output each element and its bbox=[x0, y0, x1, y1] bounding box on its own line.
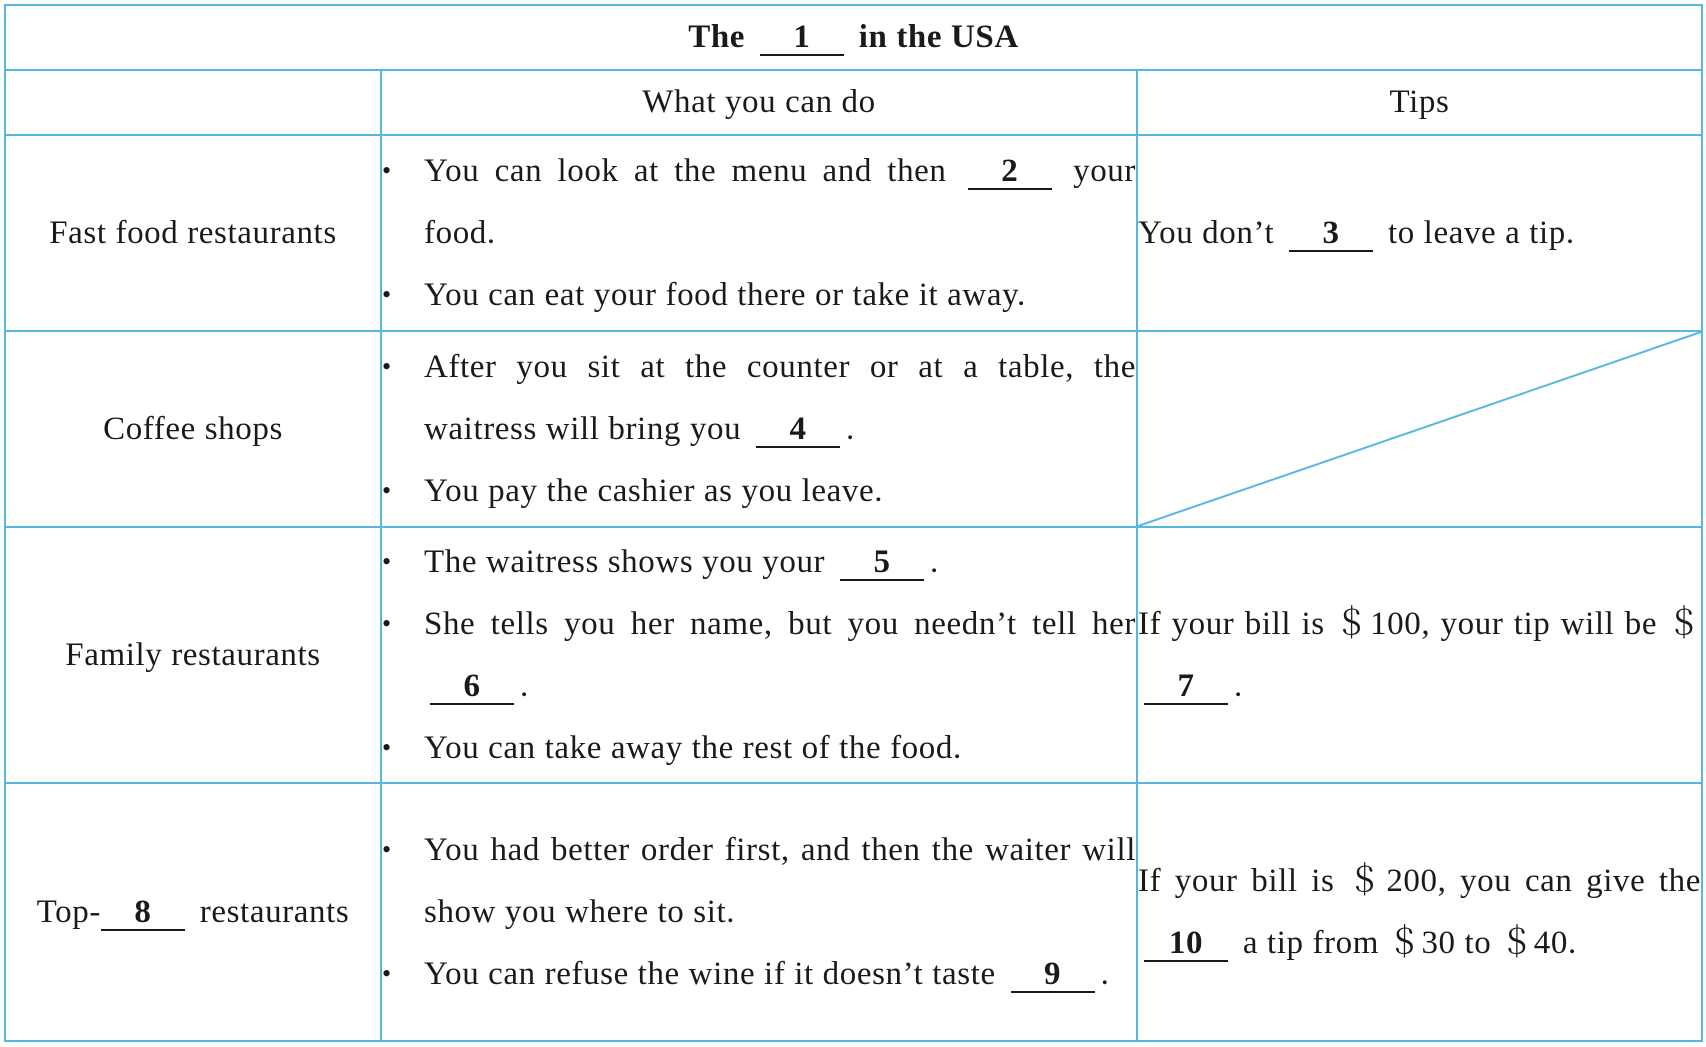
list-item bbox=[382, 593, 1136, 717]
blank-9: 9 bbox=[1011, 957, 1095, 993]
bullet-text: your food. bbox=[424, 153, 1136, 251]
blank-7: 7 bbox=[1144, 669, 1228, 705]
row-do-coffee-shops bbox=[381, 331, 1137, 527]
tip-text: to leave a tip. bbox=[1387, 215, 1575, 251]
list-item bbox=[382, 336, 1136, 460]
row-tip-fast-food bbox=[1137, 135, 1702, 331]
bullet-text: After you sit at the counter or at a table, the waitress will bring you bbox=[424, 349, 1136, 447]
bullet-text: You pay the cashier as you leave. bbox=[424, 473, 884, 509]
row-tip-top bbox=[1137, 783, 1702, 1041]
type-text: Top- bbox=[36, 893, 101, 930]
blank-4: 4 bbox=[756, 412, 840, 448]
bullet-text: She tells you her name, but you needn’t tell her bbox=[424, 606, 1136, 642]
bullet-text: The waitress shows you your bbox=[424, 544, 826, 580]
bullet-text: You can refuse the wine if it doesn’t taste bbox=[424, 956, 996, 992]
table-row bbox=[5, 527, 1702, 783]
bullet-text: You can look at the menu and then bbox=[424, 153, 947, 189]
tip-text: You don’t bbox=[1138, 215, 1275, 251]
row-do-fast-food bbox=[381, 135, 1137, 331]
list-item bbox=[382, 943, 1136, 1005]
table-title bbox=[5, 5, 1702, 70]
table-row bbox=[5, 783, 1702, 1041]
list-item bbox=[382, 531, 1136, 593]
row-type-family: Family restaurants bbox=[5, 527, 381, 783]
row-type-fast-food: Fast food restaurants bbox=[5, 135, 381, 331]
row-tip-family bbox=[1137, 527, 1702, 783]
header-type bbox=[5, 70, 381, 135]
row-type-coffee-shops: Coffee shops bbox=[5, 331, 381, 527]
header-tips: Tips bbox=[1137, 70, 1702, 135]
blank-6: 6 bbox=[430, 669, 514, 705]
blank-2: 2 bbox=[968, 154, 1052, 190]
row-do-top bbox=[381, 783, 1137, 1041]
title-before: The bbox=[688, 19, 746, 55]
blank-5: 5 bbox=[840, 545, 924, 581]
tip-text: . bbox=[1234, 668, 1243, 704]
blank-10: 10 bbox=[1144, 926, 1228, 962]
restaurant-table bbox=[4, 4, 1703, 1042]
table-row bbox=[5, 135, 1702, 331]
tip-text: If your bill is ＄100, your tip will be ＄ bbox=[1138, 606, 1702, 642]
title-after: in the USA bbox=[858, 19, 1019, 55]
list-item bbox=[382, 460, 1136, 522]
tip-text: a tip from ＄30 to ＄40. bbox=[1242, 925, 1577, 961]
tip-text: If your bill is ＄200, you can give the bbox=[1138, 863, 1702, 899]
blank-3: 3 bbox=[1289, 216, 1373, 252]
restaurant-table-sheet bbox=[4, 4, 1701, 1042]
bullet-text: . bbox=[1100, 956, 1110, 992]
list-item bbox=[382, 819, 1136, 943]
blank-1: 1 bbox=[760, 20, 844, 56]
list-item bbox=[382, 264, 1136, 326]
bullet-text: You had better order first, and then the waiter will show you where to sit. bbox=[424, 832, 1136, 930]
bullet-text: . bbox=[520, 668, 529, 704]
row-do-family bbox=[381, 527, 1137, 783]
list-item bbox=[382, 717, 1136, 779]
type-text: restaurants bbox=[199, 893, 350, 930]
bullet-text: You can take away the rest of the food. bbox=[424, 730, 962, 766]
bullet-text: . bbox=[930, 544, 939, 580]
header-what-you-can-do: What you can do bbox=[381, 70, 1137, 135]
bullet-text: You can eat your food there or take it away. bbox=[424, 277, 1026, 313]
row-tip-coffee-shops-empty bbox=[1137, 331, 1702, 527]
bullet-text: . bbox=[846, 411, 855, 447]
list-item bbox=[382, 140, 1136, 264]
diagonal-line bbox=[1138, 332, 1701, 526]
blank-8: 8 bbox=[101, 895, 185, 931]
row-type-top bbox=[5, 783, 381, 1041]
table-row bbox=[5, 331, 1702, 527]
